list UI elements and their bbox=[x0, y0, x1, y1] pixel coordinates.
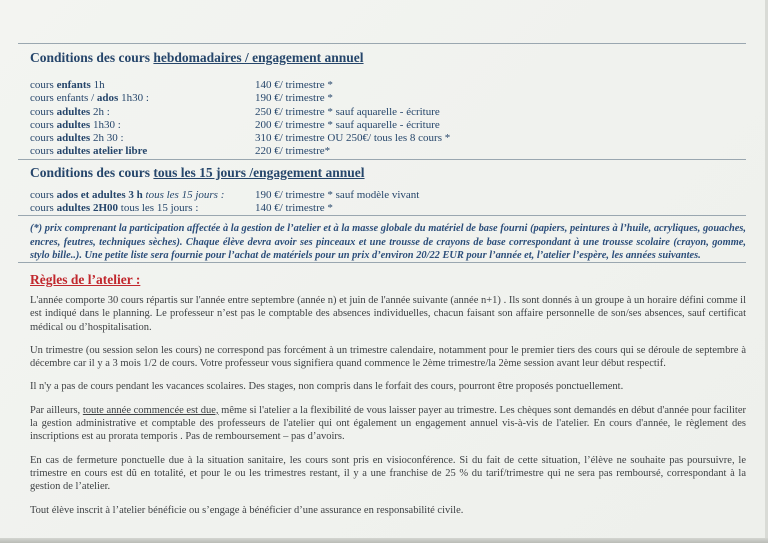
course-label: cours adultes 2H00 tous les 15 jours : bbox=[30, 202, 199, 215]
rules-paragraph-5: En cas de fermeture ponctuelle due à la situation sanitaire, les cours sont pris en visioconférence. Si du fait de cette situation, l’élève ne souhaite pas poursuivre, le trimestre en cours est dû en totalité, et pour le ou les trimestres restant, il y a une franchise de 25 % du tarif/trimestre qui ne sera pas remboursé, correspondant à la gestion de l’atelier. bbox=[30, 454, 746, 493]
course-price: 140 €/ trimestre * bbox=[255, 202, 333, 215]
course-row bbox=[30, 145, 746, 158]
rules-paragraph-2: Un trimestre (ou session selon les cours) ne correspond pas forcément à un trimestre calendaire, notamment pour le premier tiers des cours qui se déroule de septembre à décembre car il y a 3 mois 1/2 de cours. Votre professeur vous signifiera quand commence le 2ème trimestre/la 2ème session avant leur début respectif. bbox=[30, 344, 746, 370]
course-price: 310 €/ trimestre OU 250€/ tous les 8 cours * bbox=[255, 132, 451, 145]
rules-paragraph-4: Par ailleurs, toute année commencée est due, même si l'atelier a la flexibilité de vous laisser payer au trimestre. Les chèques sont demandés en début d'année pour faciliter la gestion administrative et comptable des professeurs de l'atelier qui ont également un engagement annuel vis-à-vis de l'atelier. En cours d'année, le règlement des inscriptions est au prorata temporis . Pas de remboursement – pas d’avoirs. bbox=[30, 404, 747, 443]
rules-paragraph-1: L'année comporte 30 cours répartis sur l'année entre septembre (année n) et juin de l'année suivante (année n+1) . Ils sont donnés à un groupe à un horaire défini comme il est indiqué dans le planning. Le professeur n’est pas le comptable des absences individuelles, chacun faisant son affaire personnelle de son/ses absences, sauf certificat médical ou d’hospitalisation. bbox=[30, 294, 746, 333]
course-row bbox=[30, 202, 746, 215]
course-row bbox=[30, 106, 746, 119]
section-title-biweekly-prefix: Conditions des cours bbox=[30, 164, 154, 180]
course-list-weekly bbox=[30, 79, 746, 159]
course-price: 250 €/ trimestre * sauf aquarelle - écriture bbox=[255, 105, 440, 118]
course-label: cours adultes 2h 30 : bbox=[30, 132, 124, 145]
rules-paragraph-6: Tout élève inscrit à l’atelier bénéficie ou s’engage à bénéficier d’une assurance en responsabilité civile. bbox=[30, 504, 464, 516]
course-row bbox=[30, 119, 746, 132]
course-label: cours adultes atelier libre bbox=[30, 145, 148, 158]
section-title-weekly-underlined: hebdomadaires / engagement annuel bbox=[153, 50, 364, 65]
section-title-biweekly bbox=[30, 165, 746, 181]
course-price: 190 €/ trimestre * sauf modèle vivant bbox=[255, 188, 420, 201]
course-price: 220 €/ trimestre* bbox=[255, 145, 331, 158]
course-price: 140 €/ trimestre * bbox=[255, 79, 333, 91]
course-label: cours adultes 1h30 : bbox=[30, 118, 121, 131]
divider-footnote-top bbox=[18, 215, 746, 216]
rules-paragraph-4-underlined: toute année commencée est due, bbox=[82, 404, 219, 416]
section-title-biweekly-underlined: tous les 15 jours /engagement annuel bbox=[153, 164, 365, 180]
course-row bbox=[30, 189, 746, 202]
course-label: cours adultes 2h : bbox=[30, 105, 110, 118]
course-row bbox=[30, 132, 746, 145]
course-row bbox=[30, 92, 746, 105]
course-price: 200 €/ trimestre * sauf aquarelle - écriture bbox=[255, 118, 440, 131]
rules-paragraph-3: Il n'y a pas de cours pendant les vacances scolaires. Des stages, non compris dans le forfait des cours, pourront être proposés ponctuellement. bbox=[30, 381, 624, 393]
scan-edge-bottom bbox=[0, 538, 768, 543]
course-price: 190 €/ trimestre * bbox=[255, 92, 333, 105]
divider-footnote-bottom bbox=[18, 262, 746, 263]
rules-title: Règles de l’atelier : bbox=[30, 271, 141, 287]
pricing-footnote: (*) prix comprenant la participation affectée à la gestion de l’atelier et à la masse globale du matériel de base fourni (papiers, peintures à l’huile, acryliques, gouaches, encres, feutres, techniques sèches). Chaque élève devra avoir ses pinceaux et une trousse de crayons de base correspondant à une trousse scolaire (crayon, gomme, stylo bille..). Une petite liste sera fournie pour l’achat de matériels pour un prix d’environ 20/22 EUR pour l’année et, l’atelier l’espère, les années suivantes. bbox=[30, 223, 746, 261]
section-title-weekly bbox=[30, 50, 746, 66]
section-title-weekly-prefix: Conditions des cours bbox=[30, 50, 154, 65]
course-row bbox=[30, 79, 746, 92]
course-label: cours ados et adultes 3 h tous les 15 jours : bbox=[30, 188, 225, 201]
course-label: cours enfants / ados 1h30 : bbox=[30, 92, 149, 105]
course-label: cours enfants 1h bbox=[30, 79, 105, 91]
divider-top bbox=[18, 43, 746, 44]
course-list-biweekly bbox=[30, 189, 746, 216]
divider-section bbox=[18, 159, 746, 160]
